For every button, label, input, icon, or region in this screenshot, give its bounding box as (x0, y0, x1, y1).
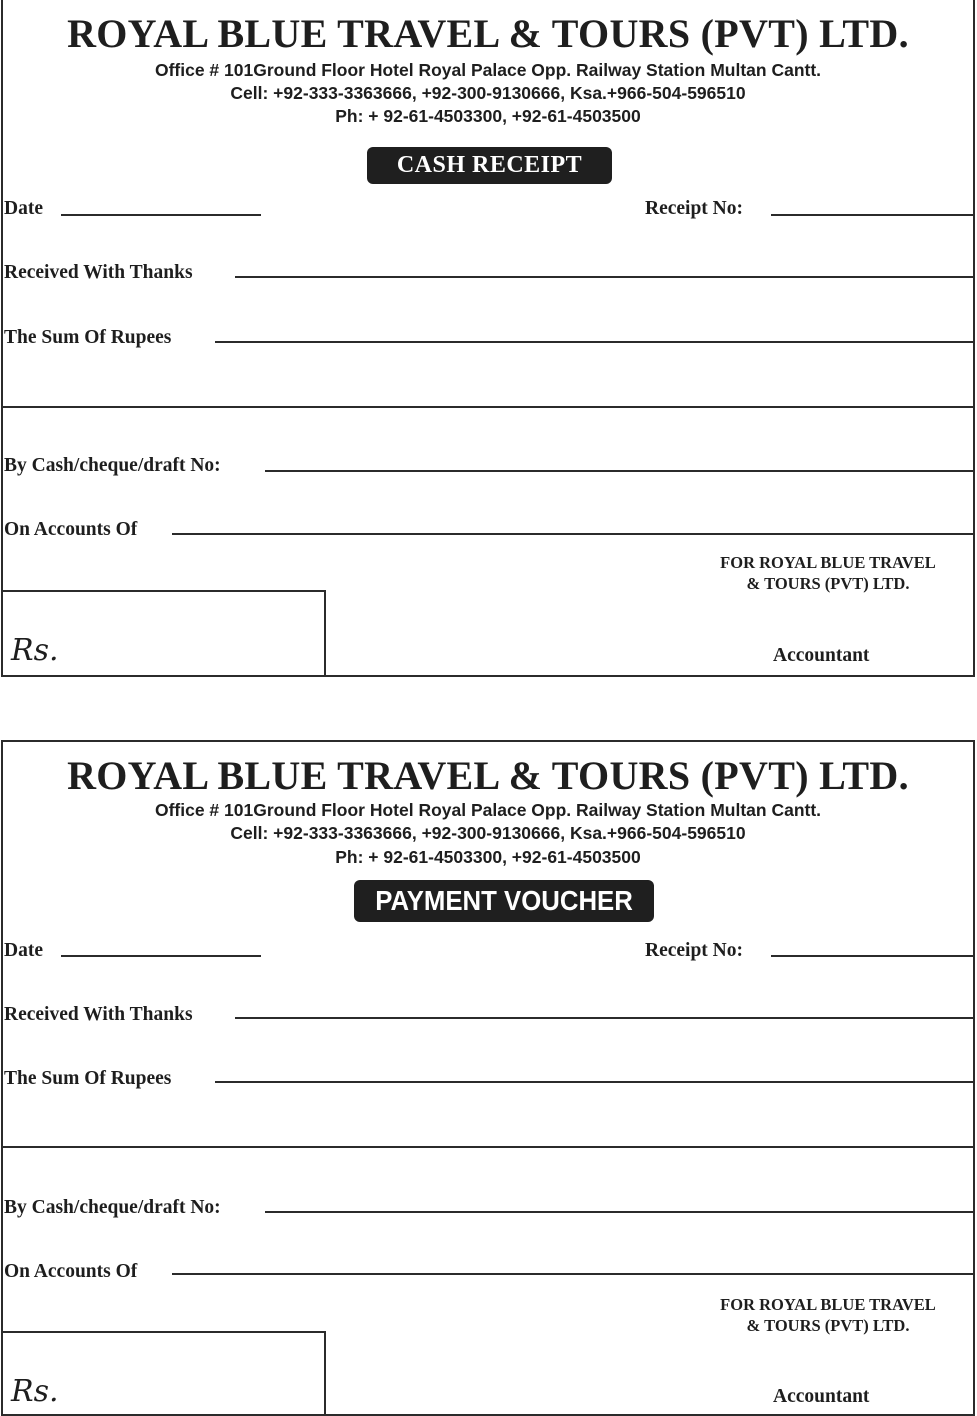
for-company-line2: & TOURS (PVT) LTD. (746, 574, 910, 593)
cash-receipt-form (1, 0, 975, 677)
by-cash-label: By Cash/cheque/draft No: (4, 1197, 221, 1218)
section-divider (3, 406, 973, 408)
accountant-label: Accountant (773, 645, 870, 666)
by-cash-field[interactable] (265, 470, 975, 472)
date-field[interactable] (61, 955, 261, 957)
date-label: Date (4, 940, 43, 961)
sum-label: The Sum Of Rupees (4, 327, 172, 348)
received-label: Received With Thanks (4, 262, 193, 283)
for-company-line1: FOR ROYAL BLUE TRAVEL (720, 1295, 936, 1314)
company-phone: Ph: + 92-61-4503300, +92-61-4503500 (335, 106, 641, 126)
received-field[interactable] (235, 1017, 975, 1019)
sum-field[interactable] (215, 341, 975, 343)
company-cell: Cell: +92-333-3363666, +92-300-9130666, Ksa.+966-504-596510 (230, 823, 746, 843)
received-label: Received With Thanks (4, 1004, 193, 1025)
rs-label: Rs. (11, 1374, 59, 1409)
receipt-no-label: Receipt No: (645, 198, 744, 219)
receipt-no-field[interactable] (771, 955, 975, 957)
accounts-field[interactable] (172, 1273, 975, 1275)
company-phone: Ph: + 92-61-4503300, +92-61-4503500 (335, 847, 641, 867)
amount-box[interactable] (3, 590, 326, 675)
for-company (683, 1294, 973, 1336)
company-name: ROYAL BLUE TRAVEL & TOURS (PVT) LTD. (67, 11, 909, 56)
for-company (683, 552, 973, 594)
received-field[interactable] (235, 276, 975, 278)
sum-label: The Sum Of Rupees (4, 1068, 172, 1089)
section-divider (3, 1146, 973, 1148)
by-cash-field[interactable] (265, 1211, 975, 1213)
company-address: Office # 101Ground Floor Hotel Royal Palace Opp. Railway Station Multan Cantt. (154, 60, 822, 80)
company-cell: Cell: +92-333-3363666, +92-300-9130666, Ksa.+966-504-596510 (230, 83, 746, 103)
accounts-label: On Accounts Of (4, 1261, 138, 1282)
date-field[interactable] (61, 214, 261, 216)
amount-box[interactable] (3, 1331, 326, 1416)
accounts-field[interactable] (172, 533, 975, 535)
receipt-no-label: Receipt No: (645, 940, 744, 961)
accounts-label: On Accounts Of (4, 519, 138, 540)
rs-label: Rs. (11, 633, 59, 668)
form-title-badge: CASH RECEIPT (367, 147, 612, 184)
sum-field[interactable] (215, 1081, 975, 1083)
company-address: Office # 101Ground Floor Hotel Royal Palace Opp. Railway Station Multan Cantt. (154, 800, 822, 820)
form-title-badge (354, 880, 654, 922)
receipt-no-field[interactable] (771, 214, 975, 216)
by-cash-label: By Cash/cheque/draft No: (4, 455, 221, 476)
payment-voucher-form (1, 740, 975, 1416)
form-title-text: PAYMENT VOUCHER (375, 885, 633, 916)
for-company-line2: & TOURS (PVT) LTD. (746, 1316, 910, 1335)
for-company-line1: FOR ROYAL BLUE TRAVEL (720, 553, 936, 572)
accountant-label: Accountant (773, 1386, 870, 1407)
company-name: ROYAL BLUE TRAVEL & TOURS (PVT) LTD. (67, 753, 909, 798)
date-label: Date (4, 198, 43, 219)
